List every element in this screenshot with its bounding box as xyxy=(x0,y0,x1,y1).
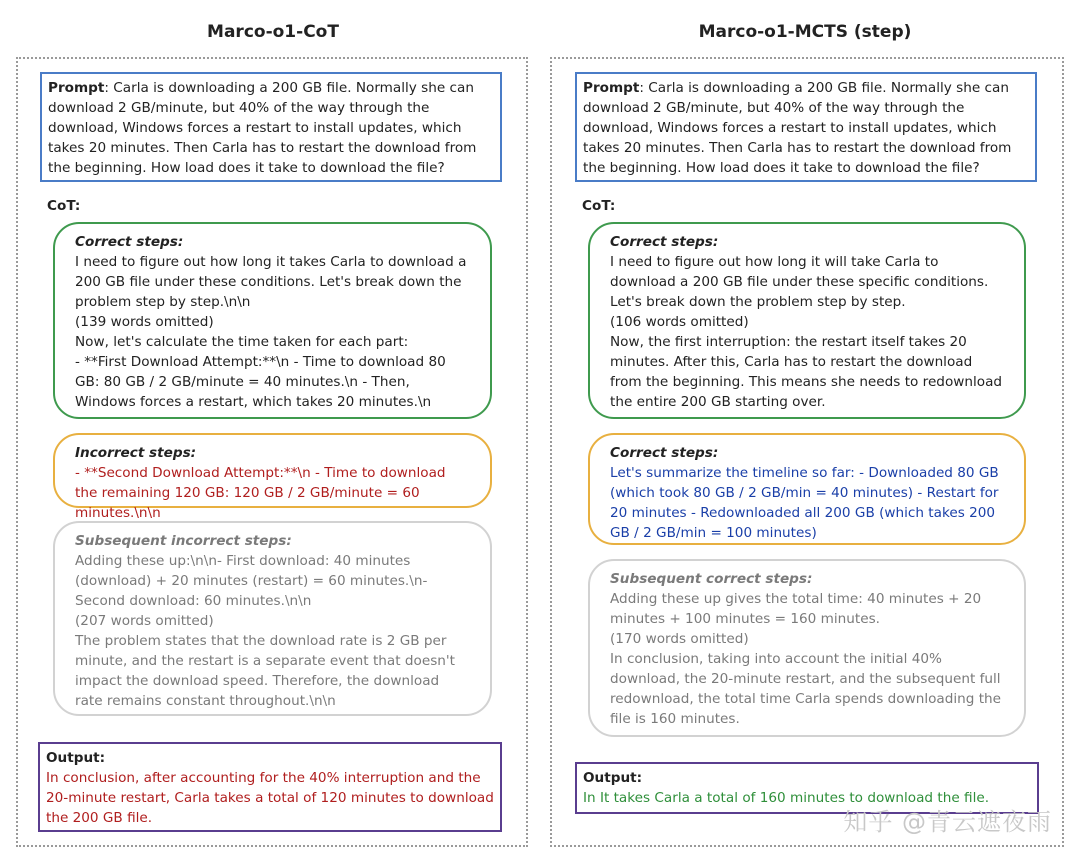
left-output-text: In conclusion, after accounting for the 40% interruption and the 20-minute restart, Carla takes a total of 120 minutes to download the 200 GB file. xyxy=(46,770,494,826)
left-prompt-text: : Carla is downloading a 200 GB file. Normally she can download 2 GB/minute, but 40% of the way through the download, Windows forces a restart to install updates, which takes 20 minutes. Then Carla has to restart the download from the beginning. How load does it take to download the file? xyxy=(48,80,477,176)
left-correct-steps-body: I need to figure out how long it takes Carla to download a 200 GB file under these conditions. Let's break down the problem step by step.\n\n (139 words omitted) Now, let's calculate the time taken for each part: - **First Download Attempt:**\n - Time to download 80 GB: 80 GB / 2 GB/minute = 40 minutes.\n - Then, Windows forces a restart, which takes 20 minutes.\n xyxy=(75,254,467,410)
left-incorrect-steps-box xyxy=(53,433,492,521)
left-incorrect-steps-body: - **Second Download Attempt:**\n - Time to download the remaining 120 GB: 120 GB / 2 GB/minute = 60 minutes.\n\n xyxy=(75,465,446,521)
left-correct-steps-box xyxy=(53,222,492,419)
right-prompt-box xyxy=(575,72,1037,182)
left-column-title: Marco-o1-CoT xyxy=(207,22,339,42)
right-subsequent-steps-heading: Subsequent correct steps: xyxy=(610,571,813,587)
left-output-label: Output: xyxy=(46,750,106,766)
right-summary-steps-body: Let's summarize the timeline so far: - Downloaded 80 GB (which took 80 GB / 2 GB/min = 40 minutes) - Restart for 20 minutes - Redownloaded all 200 GB (which takes 200 GB / 2 GB/min = 100 minutes) xyxy=(610,465,999,541)
right-cot-label: CoT: xyxy=(582,198,616,214)
left-correct-steps-heading: Correct steps: xyxy=(75,234,184,250)
right-correct-steps-heading: Correct steps: xyxy=(610,234,719,250)
right-summary-steps-heading: Correct steps: xyxy=(610,445,719,461)
right-correct-steps-box xyxy=(588,222,1026,419)
left-prompt-box xyxy=(40,72,502,182)
left-subsequent-steps-body: Adding these up:\n\n- First download: 40 minutes (download) + 20 minutes (restart) = 60 minutes.\n- Second download: 60 minutes.\n\n (207 words omitted) The problem states that the download rate is 2 GB per minute, and the restart is a separate event that doesn't impact the download speed. Therefore, the download rate remains constant throughout.\n\n xyxy=(75,553,455,709)
right-summary-steps-box xyxy=(588,433,1026,545)
left-cot-label: CoT: xyxy=(47,198,81,214)
right-subsequent-steps-box xyxy=(588,559,1026,737)
left-subsequent-steps-box xyxy=(53,521,492,716)
right-column-title: Marco-o1-MCTS (step) xyxy=(698,22,912,42)
left-incorrect-steps-heading: Incorrect steps: xyxy=(75,445,197,461)
right-prompt-text: : Carla is downloading a 200 GB file. Normally she can download 2 GB/minute, but 40% of the way through the download, Windows forces a restart to install updates, which takes 20 minutes. Then Carla has to restart the download from the beginning. How load does it take to download the file? xyxy=(583,80,1012,176)
watermark-text: 知乎 @青云遮夜雨 xyxy=(843,808,1052,836)
right-output-label: Output: xyxy=(583,770,643,786)
right-correct-steps-body: I need to figure out how long it will take Carla to download a 200 GB file under these specific conditions. Let's break down the problem step by step. (106 words omitted) Now, the first interruption: the restart itself takes 20 minutes. After this, Carla has to restart the download from the beginning. This means she needs to redownload the entire 200 GB starting over. xyxy=(610,254,1003,410)
right-output-text: In It takes Carla a total of 160 minutes to download the file. xyxy=(583,790,990,806)
right-subsequent-steps-body: Adding these up gives the total time: 40 minutes + 20 minutes + 100 minutes = 160 minutes. (170 words omitted) In conclusion, taking into account the initial 40% download, the 20-minute restart, and the subsequent full redownload, the total time Carla spends downloading the file is 160 minutes. xyxy=(610,591,1002,727)
left-subsequent-steps-heading: Subsequent incorrect steps: xyxy=(75,533,292,549)
left-prompt-label: Prompt xyxy=(48,80,105,96)
left-output-box xyxy=(38,742,502,832)
right-prompt-label: Prompt xyxy=(583,80,640,96)
